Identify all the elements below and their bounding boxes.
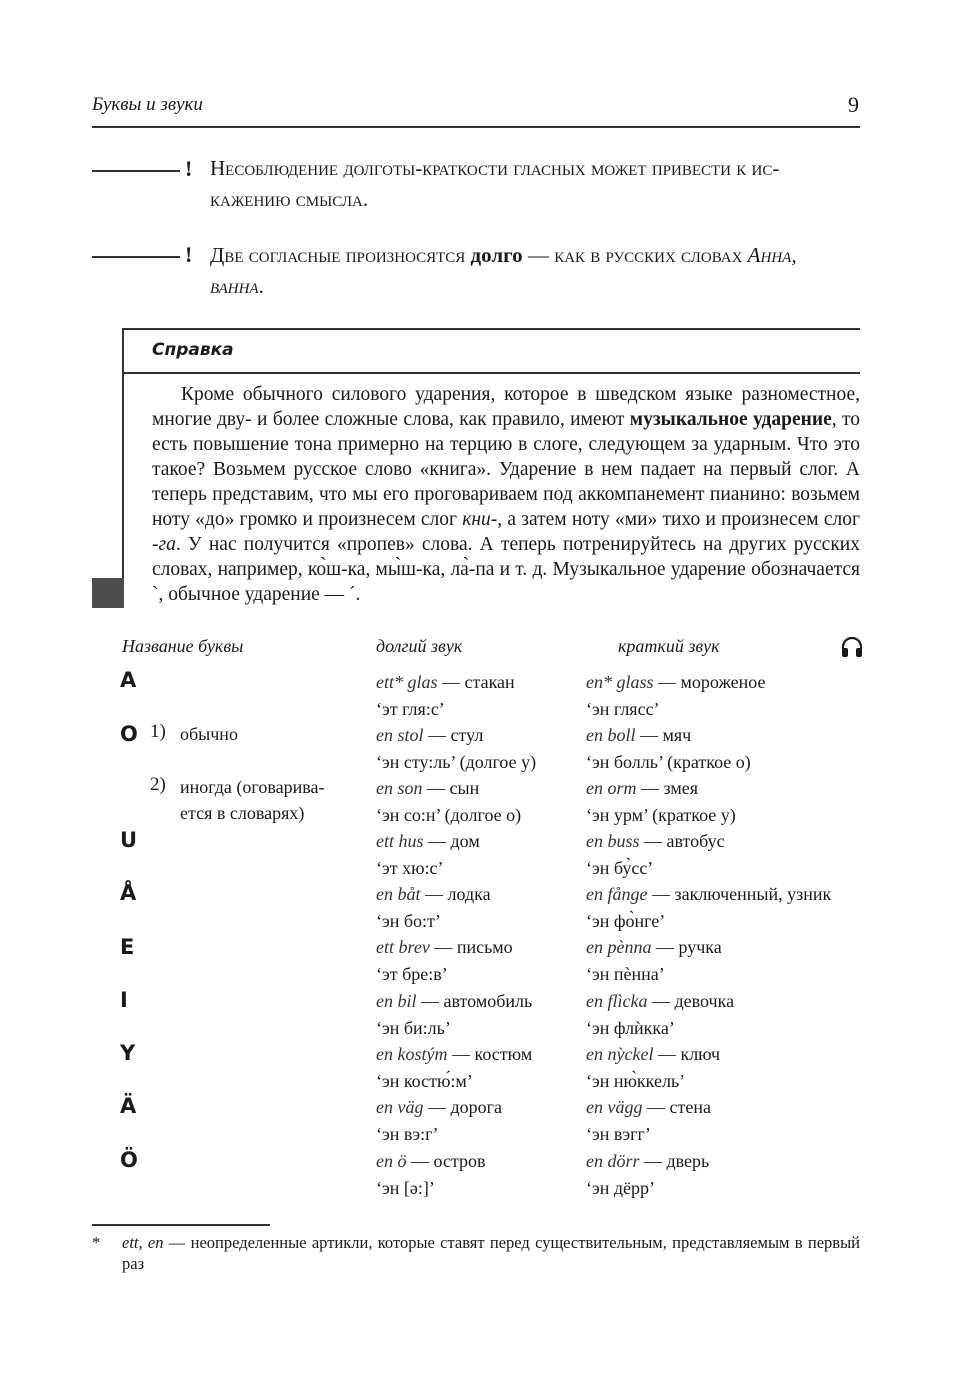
short-pronunciation: ‘эн вэгг’ xyxy=(586,1123,651,1144)
dash: — xyxy=(640,725,658,745)
reference-box-left-rule xyxy=(122,328,124,608)
short-word: en pènna xyxy=(586,937,652,957)
dash: — xyxy=(651,991,670,1011)
vowel-letter: A xyxy=(120,668,137,692)
note-2-bold: долго xyxy=(470,243,523,267)
short-translation: ключ xyxy=(680,1044,720,1064)
note-2-text-a: Две согласные произносятся xyxy=(210,243,471,267)
headphones-icon xyxy=(840,635,864,659)
dash: — xyxy=(442,672,460,692)
vowel-letter: I xyxy=(120,988,128,1012)
note-2-text-c: — как в русских словах xyxy=(522,243,748,267)
table-row xyxy=(586,1148,709,1201)
short-translation: мороженое xyxy=(680,672,766,692)
page-number: 9 xyxy=(848,92,859,117)
short-pronunciation: ‘эн фо̀нге’ xyxy=(586,910,666,931)
short-translation: заключенный, узник xyxy=(674,884,832,904)
dash: — xyxy=(657,1044,676,1064)
vowel-letter: Ö xyxy=(120,1148,138,1172)
reference-text-2: , то есть повышение тона примерно на терцию в слоге, следующем за ударным. Что это такое? Возьмем русское слово «книга». Ударение в нем падает на первый слог. А теперь представим, что мы его проговариваем под аккомпанемент пианино: возьмем ноту «до» громко и произнесем слог xyxy=(152,409,860,530)
reference-box-top-rule xyxy=(122,328,860,330)
short-translation: стена xyxy=(669,1097,711,1117)
short-word: en boll xyxy=(586,725,636,745)
dash: — xyxy=(655,937,674,957)
short-pronunciation: ‘эн глясс’ xyxy=(586,698,660,719)
long-pronunciation: ‘эн сту:ль’ (долгое у) xyxy=(376,751,537,772)
footnote-text: — неопределенные артикли, которые ставят перед существительным, представляемым в первый раз xyxy=(122,1233,860,1273)
footnote-mark: * xyxy=(92,1233,101,1252)
vowel-letter: Ä xyxy=(120,1094,137,1118)
short-pronunciation: ‘эн бу̀сс’ xyxy=(586,857,654,878)
short-translation: девочка xyxy=(674,991,735,1011)
dash: — xyxy=(644,1151,662,1171)
long-pronunciation: ‘эн бо:т’ xyxy=(376,910,441,931)
note-1 xyxy=(210,153,860,215)
reference-syllable-1: кни- xyxy=(462,509,498,530)
long-pronunciation: ‘эн [ə:]’ xyxy=(376,1177,435,1198)
short-word: en fånge xyxy=(586,884,648,904)
reference-syllable-2: -га xyxy=(152,534,176,555)
long-pronunciation: ‘эн вэ:г’ xyxy=(376,1123,439,1144)
table-row xyxy=(376,934,513,987)
long-word: en väg xyxy=(376,1097,424,1117)
note-dash xyxy=(92,170,180,172)
table-row xyxy=(586,775,736,828)
long-word: ett brev xyxy=(376,937,430,957)
long-word: ett hus xyxy=(376,831,424,851)
short-translation: мяч xyxy=(662,725,692,745)
short-translation: ручка xyxy=(678,937,722,957)
long-word: ett* glas xyxy=(376,672,438,692)
long-word: en bil xyxy=(376,991,417,1011)
long-word: en son xyxy=(376,778,423,798)
short-word: en* glass xyxy=(586,672,654,692)
table-row xyxy=(586,828,725,881)
note-exclamation-icon: ! xyxy=(185,242,193,267)
long-pronunciation: ‘эн со:н’ (долгое о) xyxy=(376,804,522,825)
long-translation: остров xyxy=(433,1151,486,1171)
note-1-line2: кажению смысла. xyxy=(210,187,369,211)
short-word: en buss xyxy=(586,831,640,851)
short-word: en orm xyxy=(586,778,637,798)
header-rule xyxy=(92,126,860,128)
vowel-letter: E xyxy=(120,935,135,959)
table-row xyxy=(376,775,521,828)
table-row xyxy=(376,828,480,881)
footnote xyxy=(92,1232,860,1274)
table-row xyxy=(376,988,532,1041)
table-row xyxy=(586,669,765,722)
note-2-example-2: ванна xyxy=(210,274,259,298)
case-number: 2) xyxy=(150,774,166,795)
table-row xyxy=(376,881,491,934)
dash: — xyxy=(428,725,446,745)
case-number: 1) xyxy=(150,721,166,742)
vowel-letter: Y xyxy=(120,1041,136,1065)
dash: — xyxy=(434,937,453,957)
long-translation: стул xyxy=(450,725,484,745)
short-word: en dörr xyxy=(586,1151,640,1171)
table-row xyxy=(376,1041,532,1094)
short-pronunciation: ‘эн флѝкка’ xyxy=(586,1017,675,1038)
long-translation: сын xyxy=(449,778,480,798)
short-word: en vägg xyxy=(586,1097,643,1117)
short-translation: дверь xyxy=(666,1151,710,1171)
dash: — xyxy=(644,831,662,851)
long-word: en kostým xyxy=(376,1044,448,1064)
table-row xyxy=(586,722,751,775)
reference-body xyxy=(152,382,860,607)
dash: — xyxy=(427,1097,446,1117)
reference-title: Справка xyxy=(152,340,234,360)
table-row xyxy=(376,1148,486,1201)
long-pronunciation: ‘эт гля:с’ xyxy=(376,698,445,719)
short-pronunciation: ‘эн болль’ (краткое о) xyxy=(586,751,751,772)
note-dash xyxy=(92,256,180,258)
vowel-letter: U xyxy=(120,828,138,852)
short-pronunciation: ‘эн урм’ (краткое у) xyxy=(586,804,736,825)
short-pronunciation: ‘эн дёрр’ xyxy=(586,1177,655,1198)
long-word: en stol xyxy=(376,725,424,745)
dash: — xyxy=(451,1044,470,1064)
long-word: en båt xyxy=(376,884,421,904)
dash: — xyxy=(641,778,659,798)
long-translation: автомобиль xyxy=(443,991,533,1011)
table-row xyxy=(376,722,536,775)
table-row xyxy=(586,881,831,934)
short-word: en nỳckel xyxy=(586,1044,654,1064)
long-translation: костюм xyxy=(474,1044,533,1064)
table-row xyxy=(376,1094,502,1147)
reference-box-title-rule xyxy=(122,372,860,374)
dash: — xyxy=(646,1097,665,1117)
note-exclamation-icon: ! xyxy=(185,156,193,181)
case-text-line2: ется в словарях) xyxy=(180,803,305,823)
reference-text-3: , а затем ноту «ми» тихо и произнесем слог xyxy=(497,509,860,530)
vowel-letter: O xyxy=(120,722,138,746)
dash: — xyxy=(651,884,670,904)
table-row xyxy=(586,1094,711,1147)
dash: — xyxy=(427,778,445,798)
short-pronunciation: ‘эн ню̀ккель’ xyxy=(586,1070,686,1091)
dash: — xyxy=(411,1151,429,1171)
column-header-short: краткий звук xyxy=(618,636,720,656)
dash: — xyxy=(428,831,446,851)
short-translation: автобус xyxy=(666,831,725,851)
case-text xyxy=(180,774,324,826)
running-head: Буквы и звуки xyxy=(92,94,203,115)
case-text: обычно xyxy=(180,724,238,744)
short-word: en flìcka xyxy=(586,991,648,1011)
table-row xyxy=(586,934,722,987)
long-pronunciation: ‘эт бре:в’ xyxy=(376,963,448,984)
reference-bold-term: музыкальное ударение xyxy=(629,409,832,430)
long-translation: дорога xyxy=(450,1097,503,1117)
long-word: en ö xyxy=(376,1151,407,1171)
note-2 xyxy=(210,240,860,302)
footnote-rule xyxy=(92,1224,270,1226)
dash: — xyxy=(658,672,676,692)
short-translation: змея xyxy=(663,778,699,798)
column-header-letter: Название буквы xyxy=(122,636,244,656)
vowel-letter: Å xyxy=(120,881,137,905)
note-1-line1: Несоблюдение долготы-краткости гласных может привести к ис- xyxy=(210,156,780,180)
long-pronunciation: ‘эн би:ль’ xyxy=(376,1017,451,1038)
case-text-line1: иногда (оговарива- xyxy=(180,777,325,797)
short-pronunciation: ‘эн пѐнна’ xyxy=(586,963,665,984)
dash: — xyxy=(425,884,443,904)
reference-text-1: Кроме обычного силового ударения, которое в шведском языке разноместное, многие дву- и более сложные слова, как правило, имеют xyxy=(152,384,860,430)
long-translation: дом xyxy=(450,831,480,851)
note-2-example: Анна, xyxy=(747,243,797,267)
table-row xyxy=(586,988,734,1041)
footnote-terms: ett, en xyxy=(122,1233,164,1252)
reference-text-4: . У нас получится «пропев» слова. А теперь потренируйтесь на других русских словах, например, ко̀ш-ка, мы̀ш-ка, ла̀-па и т. д. Музыкальное ударение обозначается `, обычное ударение — ´. xyxy=(152,534,860,605)
long-translation: лодка xyxy=(447,884,491,904)
table-row xyxy=(586,1041,720,1094)
long-pronunciation: ‘эн костю́:м’ xyxy=(376,1070,473,1091)
dash: — xyxy=(421,991,439,1011)
long-translation: письмо xyxy=(456,937,513,957)
reference-box-corner-block xyxy=(92,578,124,608)
table-row xyxy=(376,669,515,722)
long-pronunciation: ‘эт хю:с’ xyxy=(376,857,444,878)
column-header-long: долгий звук xyxy=(376,636,463,656)
note-2-end: . xyxy=(258,274,264,298)
long-translation: стакан xyxy=(464,672,515,692)
